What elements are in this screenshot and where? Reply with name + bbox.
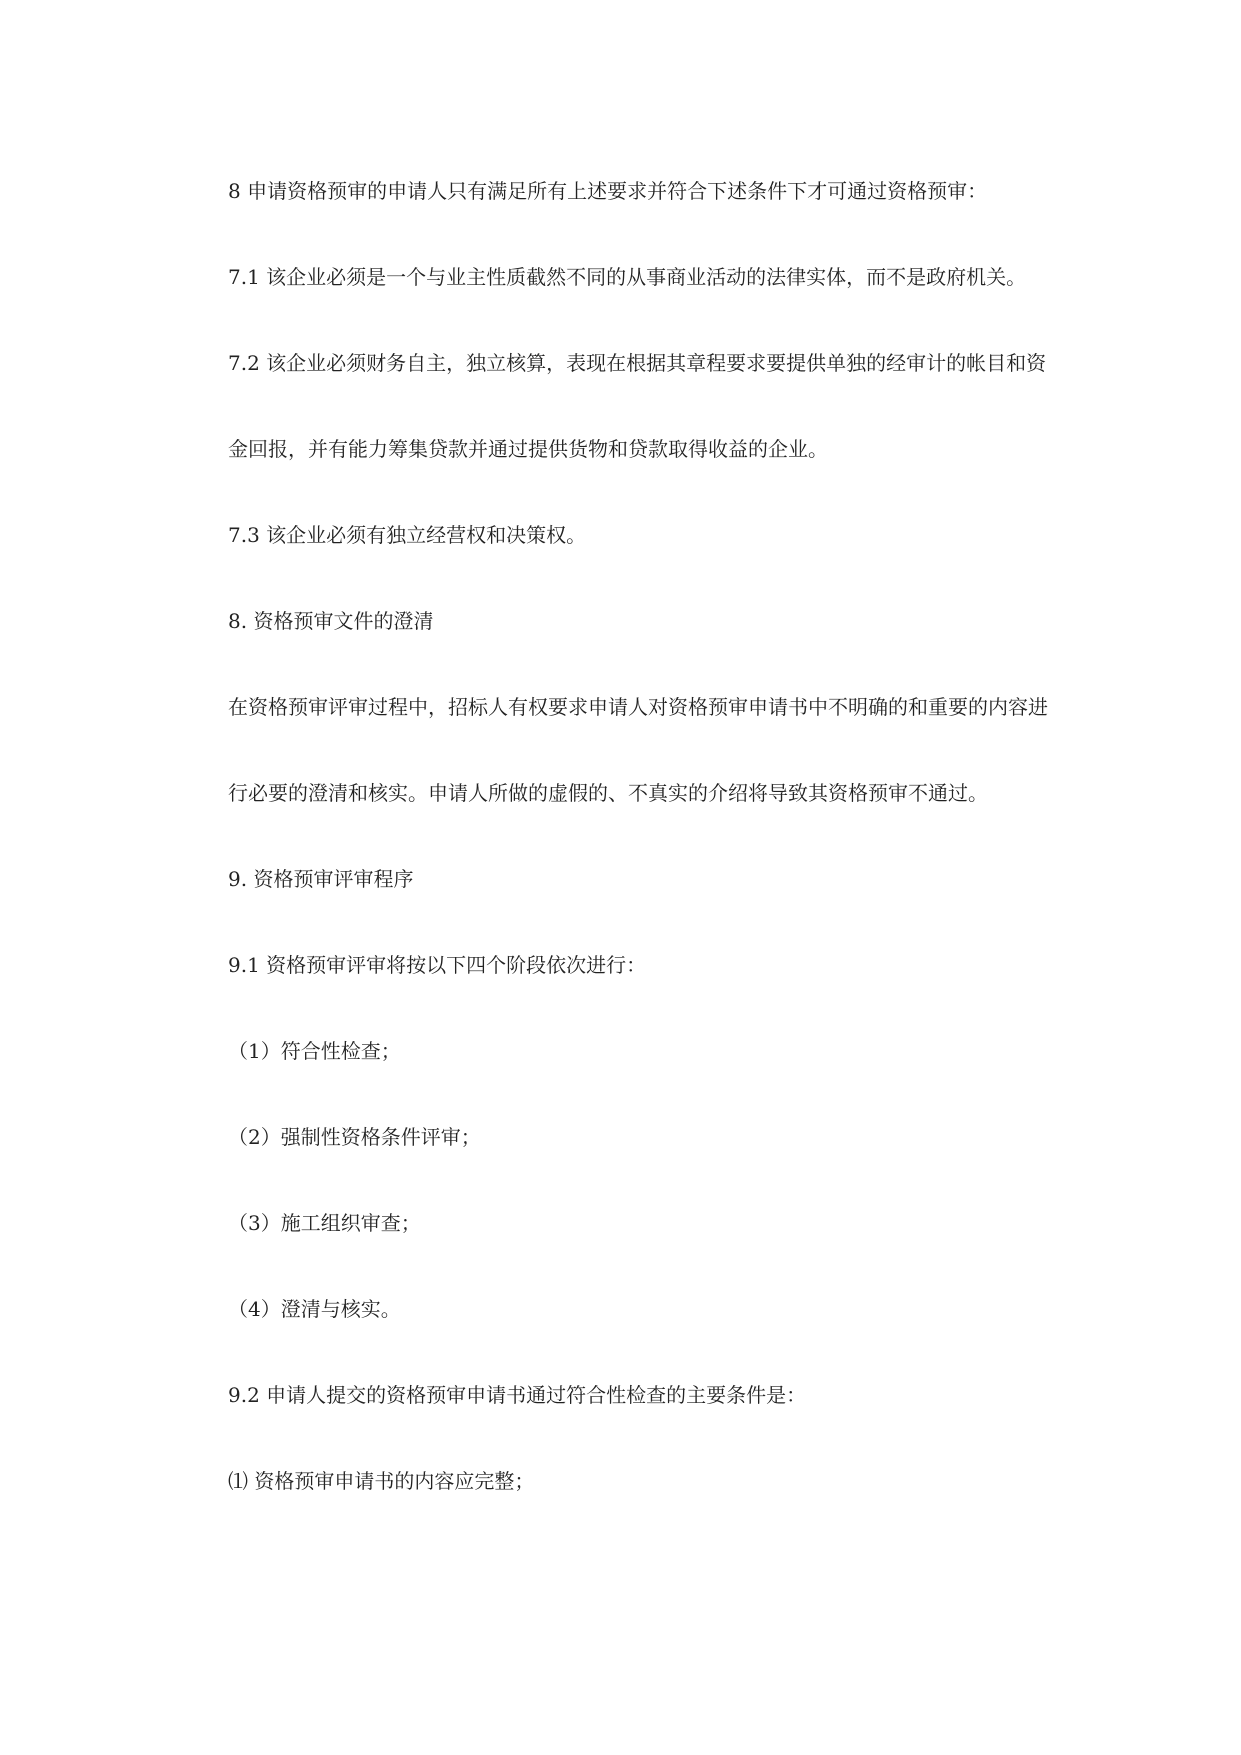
clause-9-2: 9.2 申请人提交的资格预审申请书通过符合性检查的主要条件是： xyxy=(228,1383,807,1407)
clause-7-1: 7.1 该企业必须是一个与业主性质截然不同的从事商业活动的法律实体，而不是政府机关。 xyxy=(228,265,1027,289)
paragraph-qualification-conditions: 8 申请资格预审的申请人只有满足所有上述要求并符合下述条件下才可通过资格预审： xyxy=(228,179,988,203)
clause-7-3: 7.3 该企业必须有独立经营权和决策权。 xyxy=(228,523,587,547)
clause-9-2-item-1: ⑴ 资格预审申请书的内容应完整； xyxy=(228,1469,535,1493)
list-item-4: （4）澄清与核实。 xyxy=(228,1297,401,1321)
section-8-body-line-1: 在资格预审评审过程中，招标人有权要求申请人对资格预审申请书中不明确的和重要的内容进 xyxy=(228,695,1048,719)
list-item-1: （1）符合性检查； xyxy=(228,1039,401,1063)
section-9-heading: 9. 资格预审评审程序 xyxy=(228,867,414,891)
section-8-heading: 8. 资格预审文件的澄清 xyxy=(228,609,434,633)
clause-7-2-line-2: 金回报，并有能力筹集贷款并通过提供货物和贷款取得收益的企业。 xyxy=(228,437,828,461)
list-item-3: （3）施工组织审查； xyxy=(228,1211,421,1235)
list-item-2: （2）强制性资格条件评审； xyxy=(228,1125,481,1149)
clause-9-1: 9.1 资格预审评审将按以下四个阶段依次进行： xyxy=(228,953,647,977)
section-8-body-line-2: 行必要的澄清和核实。申请人所做的虚假的、不真实的介绍将导致其资格预审不通过。 xyxy=(228,781,988,805)
clause-7-2-line-1: 7.2 该企业必须财务自主，独立核算，表现在根据其章程要求要提供单独的经审计的帐目和资 xyxy=(228,351,1047,375)
